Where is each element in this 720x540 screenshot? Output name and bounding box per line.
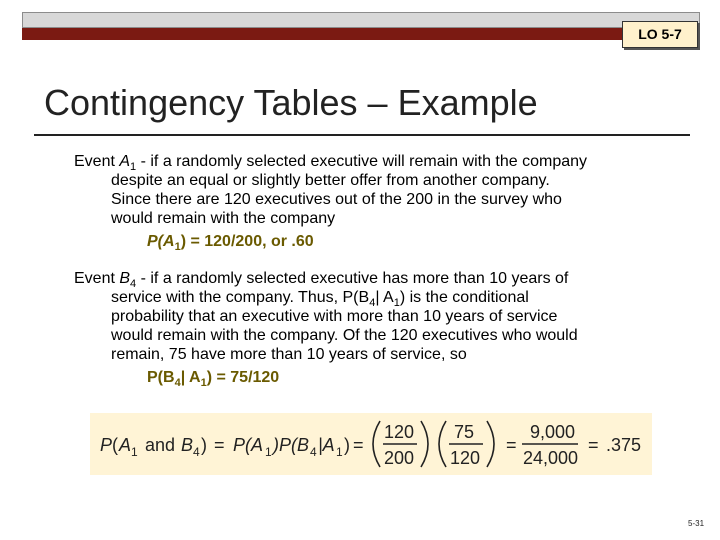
eq-lhs-p: P <box>100 435 113 455</box>
eq-equals-2: = <box>353 435 364 455</box>
eq-mid-a-sub: 1 <box>265 445 272 459</box>
frac3-denominator: 24,000 <box>523 448 579 468</box>
learning-objective-badge: LO 5-7 <box>622 21 698 48</box>
eq-mid-given: |A <box>318 435 335 455</box>
event-a-probability: $P(A_1) = 120/200$, or .60 <box>147 233 314 254</box>
eq-lhs-and: and <box>145 435 176 455</box>
slide-title: Contingency Tables – Example <box>44 82 538 123</box>
eq-lhs-a-sub: 1 <box>131 445 138 459</box>
page-number: 5-31 <box>688 519 705 528</box>
eq-lhs-b-sub: 4 <box>193 445 200 459</box>
event-b-paragraph: Event $B_4$ - if a randomly selected executive has more than 10 years of service with the company. Thus, $P(B_4|$ $A_1$) is the conditional probability that an executive with more than 10 years of service would remain with the company. Of the 120 executives who would remain, 75 have more than 10 years of service, so <box>74 270 578 363</box>
eq-equals-4: = <box>588 435 599 455</box>
eq-mid-b-sub: 4 <box>310 445 317 459</box>
event-b-probability: $P(B_4|$ $A_1) = 75/120$ <box>147 369 280 390</box>
joint-probability-equation <box>90 413 652 475</box>
frac2-denominator: 120 <box>450 448 481 468</box>
eq-lhs-a: A <box>119 435 132 455</box>
frac2-numerator: 75 <box>454 422 475 442</box>
event-a-paragraph: Event $A_1$ - if a randomly selected executive will remain with the company despite an equal or slightly better offer from another company. Since there are 120 executives out of the 200 in the survey who would remain with the company <box>74 153 588 227</box>
eq-lhs-close: ) <box>201 435 207 455</box>
eq-lhs-b: B <box>181 435 194 455</box>
eq-result: .375 <box>606 435 642 455</box>
eq-mid-pb: )P(B <box>273 435 309 455</box>
header-bar-bottom <box>22 28 700 40</box>
title-divider <box>34 134 690 136</box>
frac1-numerator: 120 <box>384 422 415 442</box>
slide-content <box>74 152 684 390</box>
frac3-numerator: 9,000 <box>530 422 576 442</box>
frac1-denominator: 200 <box>384 448 415 468</box>
header-bar-top <box>22 12 700 28</box>
eq-mid-close: ) <box>344 435 350 455</box>
eq-mid-a1-sub: 1 <box>336 445 343 459</box>
eq-equals-1: = <box>214 435 225 455</box>
eq-equals-3: = <box>506 435 517 455</box>
eq-mid-pa: P(A <box>233 435 264 455</box>
eq-lhs-open: ( <box>112 435 118 455</box>
